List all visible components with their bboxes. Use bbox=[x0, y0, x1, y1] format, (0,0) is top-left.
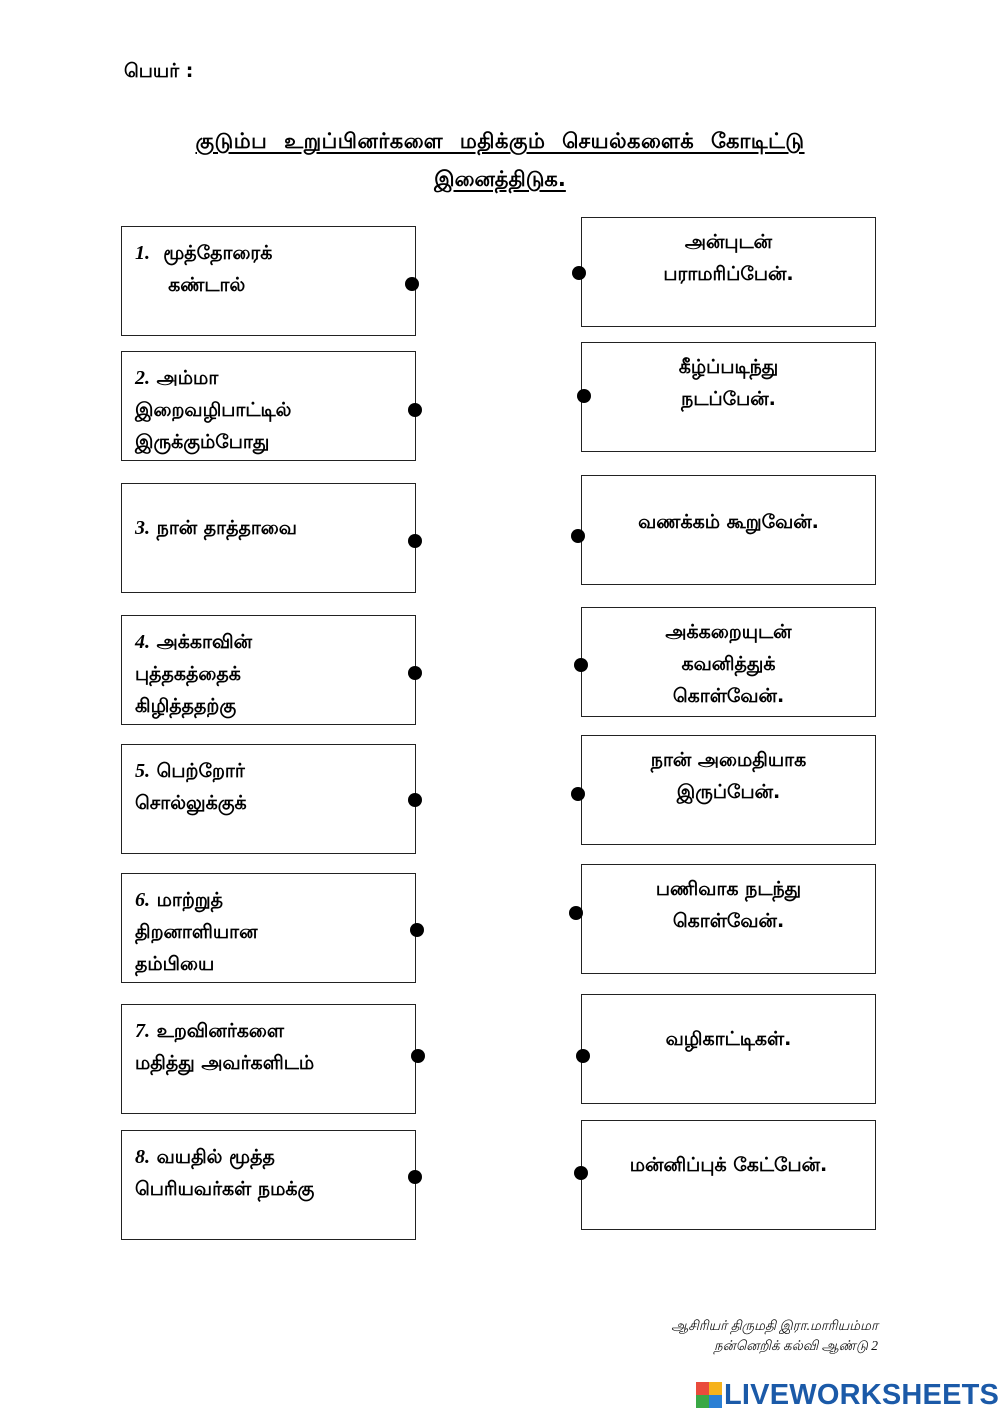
item-text: தம்பியை bbox=[135, 953, 215, 975]
left-connector-dot-3[interactable] bbox=[408, 534, 422, 548]
item-text: வயதில் மூத்த bbox=[156, 1146, 275, 1168]
item-text: பெரியவர்கள் நமக்கு bbox=[135, 1178, 315, 1200]
right-connector-dot-1[interactable] bbox=[572, 266, 586, 280]
left-item-1 bbox=[121, 226, 416, 336]
item-text: அக்காவின் bbox=[156, 631, 253, 653]
right-connector-dot-2[interactable] bbox=[577, 389, 591, 403]
left-item-6 bbox=[121, 873, 416, 983]
item-number: 5. bbox=[135, 760, 150, 782]
right-connector-dot-3[interactable] bbox=[571, 529, 585, 543]
teacher-credit bbox=[671, 1316, 878, 1356]
right-item-7 bbox=[581, 994, 876, 1104]
left-item-8 bbox=[121, 1130, 416, 1240]
left-connector-dot-7[interactable] bbox=[411, 1049, 425, 1063]
item-text: மூத்தோரைக் bbox=[163, 242, 273, 264]
item-text: கீழ்ப்படிந்து bbox=[678, 356, 779, 378]
item-text: அக்கறையுடன் bbox=[665, 621, 792, 643]
item-text: திறனாளியான bbox=[135, 921, 258, 943]
item-text: கொள்வேன். bbox=[672, 685, 785, 707]
item-number: 4. bbox=[135, 631, 150, 653]
item-text: பெற்றோர் bbox=[156, 760, 245, 782]
subject-year: நன்னெறிக் கல்வி ஆண்டு 2 bbox=[714, 1338, 878, 1353]
right-item-1 bbox=[581, 217, 876, 327]
left-connector-dot-5[interactable] bbox=[408, 793, 422, 807]
item-text: பணிவாக நடந்து bbox=[655, 878, 802, 900]
item-text: நான் தாத்தாவை bbox=[156, 517, 297, 539]
item-text: பராமரிப்பேன். bbox=[663, 263, 794, 285]
item-text: இருக்கும்போது bbox=[135, 431, 270, 453]
right-item-3 bbox=[581, 475, 876, 585]
item-text: அம்மா bbox=[156, 367, 219, 389]
item-text: வழிகாட்டிகள். bbox=[665, 1028, 792, 1050]
left-item-3 bbox=[121, 483, 416, 593]
left-item-5 bbox=[121, 744, 416, 854]
left-connector-dot-4[interactable] bbox=[408, 666, 422, 680]
worksheet-instruction bbox=[100, 122, 900, 198]
item-number: 3. bbox=[135, 517, 150, 539]
right-connector-dot-7[interactable] bbox=[576, 1049, 590, 1063]
item-text: வணக்கம் கூறுவேன். bbox=[638, 511, 819, 533]
instruction-line-2: இனைத்திடுக. bbox=[434, 167, 566, 191]
item-text: சொல்லுக்குக் bbox=[135, 792, 247, 814]
name-label: பெயர் : bbox=[124, 60, 194, 82]
item-text: இறைவழிபாட்டில் bbox=[135, 399, 292, 421]
item-text: புத்தகத்தைக் bbox=[135, 663, 241, 685]
left-item-2 bbox=[121, 351, 416, 461]
brand-text: LIVEWORKSHEETS bbox=[724, 1378, 1000, 1411]
right-connector-dot-5[interactable] bbox=[571, 787, 585, 801]
item-text: கவனித்துக் bbox=[681, 653, 776, 675]
right-connector-dot-4[interactable] bbox=[574, 658, 588, 672]
item-text: நடப்பேன். bbox=[681, 388, 776, 410]
item-number: 6. bbox=[135, 889, 150, 911]
item-text: நான் அமைதியாக bbox=[650, 749, 807, 771]
liveworksheets-logo-icon bbox=[696, 1382, 722, 1408]
left-connector-dot-6[interactable] bbox=[410, 923, 424, 937]
item-text: இருப்பேன். bbox=[676, 781, 781, 803]
item-number: 7. bbox=[135, 1020, 150, 1042]
item-text: மன்னிப்புக் கேட்பேன். bbox=[629, 1154, 828, 1176]
left-item-4 bbox=[121, 615, 416, 725]
item-text: கண்டால் bbox=[168, 274, 246, 296]
right-item-6 bbox=[581, 864, 876, 974]
left-connector-dot-2[interactable] bbox=[408, 403, 422, 417]
item-text: உறவினர்களை bbox=[156, 1020, 285, 1042]
item-text: கிழித்ததற்கு bbox=[135, 695, 237, 717]
left-connector-dot-1[interactable] bbox=[405, 277, 419, 291]
right-item-2 bbox=[581, 342, 876, 452]
item-number: 2. bbox=[135, 367, 150, 389]
item-text: மாற்றுத் bbox=[156, 889, 224, 911]
liveworksheets-brand bbox=[696, 1378, 999, 1412]
right-connector-dot-8[interactable] bbox=[574, 1166, 588, 1180]
left-item-7 bbox=[121, 1004, 416, 1114]
instruction-line-1: குடும்ப உறுப்பினர்களை மதிக்கும் செயல்களைக் கோடிட்டு bbox=[195, 129, 805, 153]
item-text: அன்புடன் bbox=[684, 231, 773, 253]
item-text: மதித்து அவர்களிடம் bbox=[135, 1052, 315, 1074]
right-connector-dot-6[interactable] bbox=[569, 906, 583, 920]
right-item-4 bbox=[581, 607, 876, 717]
right-item-8 bbox=[581, 1120, 876, 1230]
left-connector-dot-8[interactable] bbox=[408, 1170, 422, 1184]
right-item-5 bbox=[581, 735, 876, 845]
item-number: 8. bbox=[135, 1146, 150, 1168]
item-text: கொள்வேன். bbox=[672, 910, 785, 932]
teacher-name: ஆசிரியர் திருமதி இரா.மாரியம்மா bbox=[671, 1318, 878, 1333]
item-number: 1. bbox=[135, 242, 150, 264]
